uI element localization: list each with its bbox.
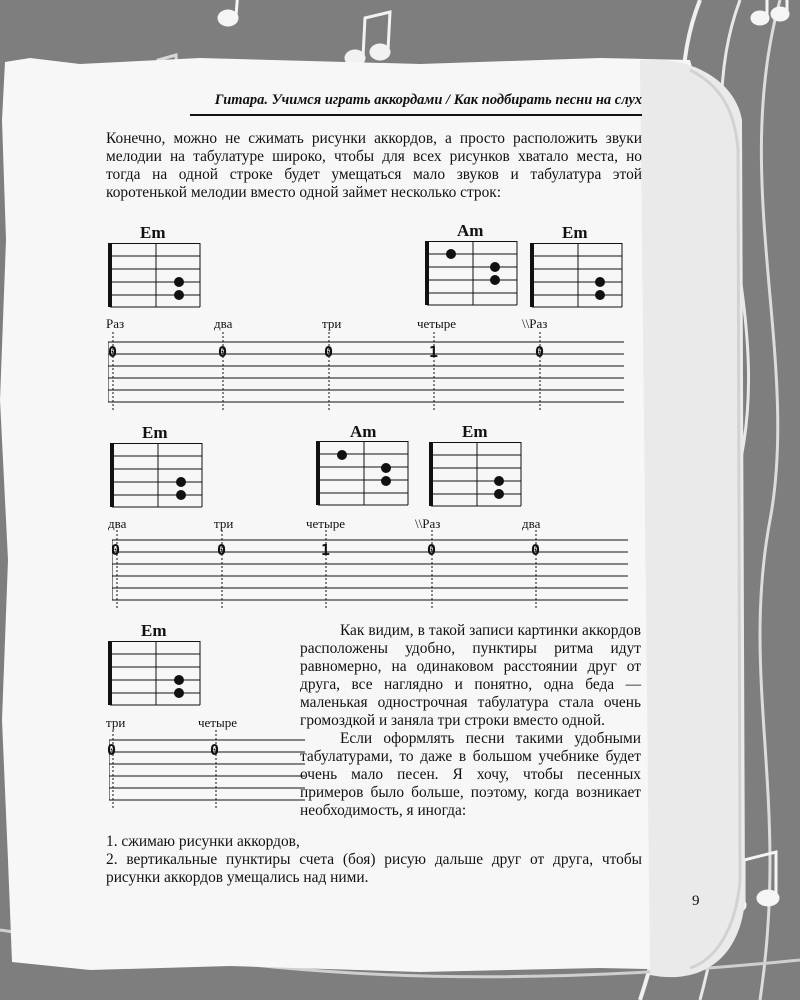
finger-dot [176,477,186,487]
running-header: Гитара. Учимся играть аккордами / Как подбирать песни на слух [214,92,642,108]
list [106,833,642,887]
finger-dot [174,290,184,300]
finger-dot [490,275,500,285]
count-label: \\Раз [522,316,548,331]
finger-dot [494,476,504,486]
tab-note: 1 [429,343,439,361]
side-paragraph: Как видим, в такой записи картинки аккордов расположены удобно, пунктиры ритма идут равномерно, на одинаковом расстоянии друг от друга, все наглядно и понятно, одна беда — маленькая однострочная табулатура стала очень громоздкой и заняла три строки вместо одной. [300,622,641,729]
tab-note: 0 [531,541,541,559]
list-item: 1. сжимаю рисунки аккордов, [106,833,300,850]
chord-name: Em [140,223,166,242]
intro-paragraph [106,130,642,202]
tab-note: 0 [427,541,437,559]
page-number: 9 [692,893,700,909]
chord-diagram [108,641,202,708]
chord-diagram [110,443,204,510]
tab-note: 0 [107,741,117,759]
count-label: три [214,516,234,531]
chord-diagram [316,441,410,508]
chord-diagram [429,442,523,509]
count-label: четыре [306,516,345,531]
count-label: два [522,516,541,531]
tab-staff [112,530,632,612]
chord-name: Em [562,223,588,242]
tab-note: 1 [321,541,331,559]
count-label: три [322,316,342,331]
finger-dot [176,490,186,500]
tab-note: 0 [535,343,545,361]
chord-name: Em [142,423,168,442]
finger-dot [595,277,605,287]
finger-dot [446,249,456,259]
finger-dot [381,463,391,473]
tab-staff [108,332,628,412]
chord-name: Em [141,621,167,640]
list-item: 2. вертикальные пунктиры счета (боя) рисую дальше друг от друга, чтобы рисунки аккордов умещались над ними. [106,851,642,886]
finger-dot [174,675,184,685]
count-label: два [108,516,127,531]
intro-line: мелодии на табулатуре широко, чтобы для всех рисунков хватало места, но [106,148,642,165]
finger-dot [595,290,605,300]
tab-note: 0 [210,741,220,759]
tab-note: 0 [218,343,228,361]
finger-dot [381,476,391,486]
count-label: \\Раз [415,516,441,531]
tab-note: 0 [324,343,334,361]
finger-dot [174,277,184,287]
chord-name: Am [457,221,484,240]
header-rule [190,114,642,116]
tab-staff [109,730,309,812]
chord-name: Em [462,422,488,441]
chord-name: Am [350,422,377,441]
finger-dot [490,262,500,272]
chord-diagram [108,243,202,310]
side-paragraph: Если оформлять песни такими удобными табулатурами, то даже в большом учебнике будет очень мало песен. Я хочу, чтобы песенных примеров было больше, поэтому, когда возникает необходимость, я иногда: [300,730,641,819]
chord-diagram [425,241,519,308]
chord-diagram [530,243,624,310]
finger-dot [494,489,504,499]
count-label: четыре [198,715,237,730]
finger-dot [174,688,184,698]
count-label: Раз [106,316,125,331]
tab-note: 0 [111,541,121,559]
intro-line: Конечно, можно не сжимать рисунки аккордов, а просто расположить звуки [106,130,642,147]
count-label: два [214,316,233,331]
tab-note: 0 [108,343,118,361]
count-label: три [106,715,126,730]
intro-line: тогда на одной строке будет умещаться мало звуков и табулатура этой [106,166,642,183]
tab-note: 0 [217,541,227,559]
side-text [300,622,641,820]
finger-dot [337,450,347,460]
count-label: четыре [417,316,456,331]
intro-line: коротенькой мелодии вместо одной займет несколько строк: [106,184,502,201]
